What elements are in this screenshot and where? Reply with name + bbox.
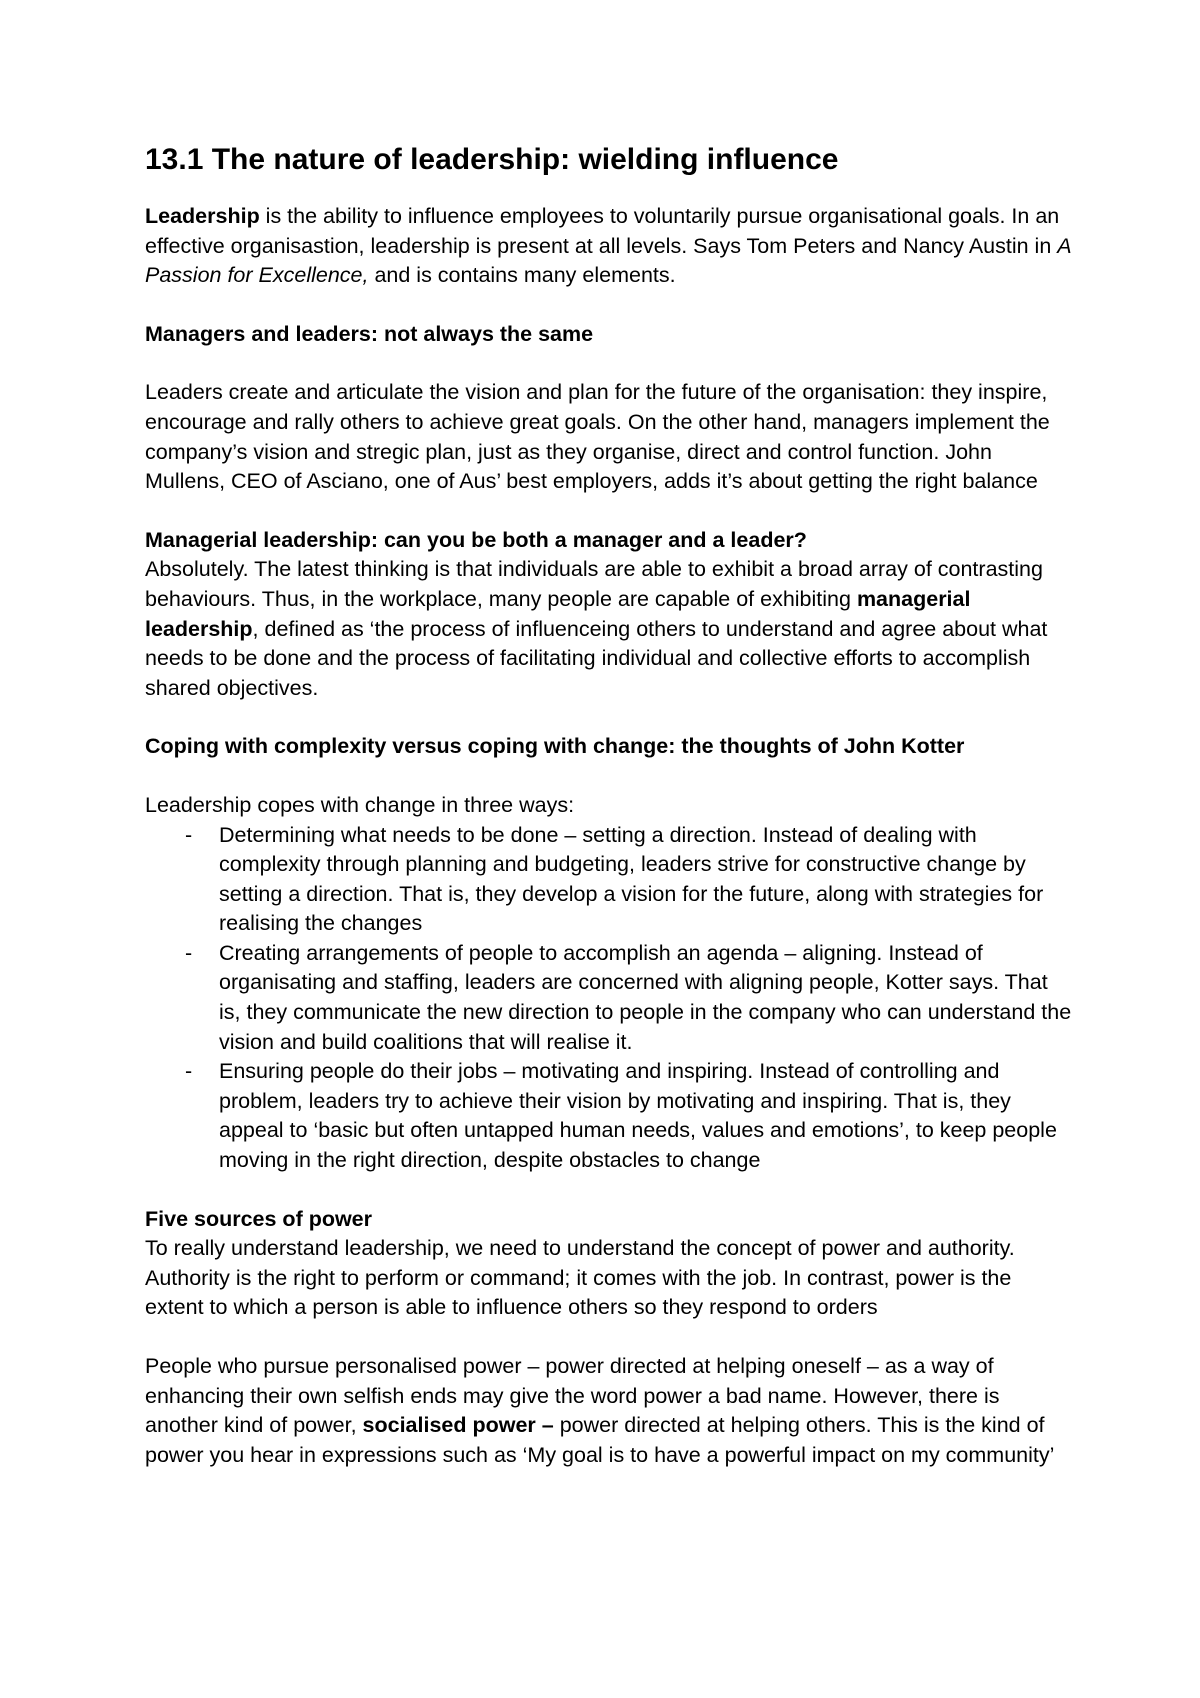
power-paragraph-2 xyxy=(145,1352,1075,1470)
section-heading-managerial-leadership: Managerial leadership: can you be both a manager and a leader? xyxy=(145,527,807,552)
section-heading-power: Five sources of power xyxy=(145,1206,373,1231)
list-item xyxy=(145,939,1075,1057)
socialised-power-term: socialised power – xyxy=(362,1413,554,1438)
managerial-leadership-paragraph xyxy=(145,555,1075,703)
bullet-dash: - xyxy=(185,940,193,965)
bullet-text: Ensuring people do their jobs – motivating and inspiring. Instead of controlling and problem, leaders try to achieve their vision by motivating and inspiring. That is, they appeal to ‘basic but often untapped human needs, values and emotions’, to keep people moving in the right direction, despite obstacles to change xyxy=(219,1059,1057,1173)
bullet-text: Determining what needs to be done – setting a direction. Instead of dealing with complexity through planning and budgeting, leaders strive for constructive change by setting a direction. That is, they develop a vision for the future, along with strategies for realising the changes xyxy=(219,822,1044,936)
intro-text-2: and is contains many elements. xyxy=(368,263,676,288)
power-text-1: People who pursue personalised power – power directed at helping oneself – as a way of enhancing their own selfish ends may give the word power a bad name. However, there is another kind of power, xyxy=(145,1354,1000,1438)
book-title: A Passion for Excellence, xyxy=(145,233,1071,288)
page-title: 13.1 The nature of leadership: wielding influence xyxy=(145,143,839,176)
bullet-dash: - xyxy=(185,822,193,847)
section-heading-managers-leaders: Managers and leaders: not always the same xyxy=(145,321,594,346)
bullet-text: Creating arrangements of people to accomplish an agenda – aligning. Instead of organisating and staffing, leaders are concerned with aligning people, Kotter says. That is, they communicate the new direction to people in the company who can understand the vision and build coalitions that will realise it. xyxy=(219,940,1072,1054)
list-item xyxy=(145,821,1075,939)
kotter-bullet-list xyxy=(145,821,1075,1176)
managers-leaders-paragraph: Leaders create and articulate the vision and plan for the future of the organisation: they inspire, encourage and rally others to achieve great goals. On the other hand, managers implement the company’s vision and stregic plan, just as they organise, direct and control function. John Mullens, CEO of Asciano, one of Aus’ best employers, adds it’s about getting the right balance xyxy=(145,380,1050,494)
section-heading-kotter: Coping with complexity versus coping with change: the thoughts of John Kotter xyxy=(145,734,965,759)
managerial-leadership-term: managerial leadership xyxy=(145,586,971,641)
power-paragraph-1: To really understand leadership, we need to understand the concept of power and authority. Authority is the right to perform or command; it comes with the job. In contrast, power is the extent to which a person is able to influence others so they respond to orders xyxy=(145,1236,1015,1320)
list-item xyxy=(145,1057,1075,1175)
power-text-2: power directed at helping others. This is the kind of power you hear in expressions such as ‘My goal is to have a powerful impact on my community’ xyxy=(145,1413,1055,1467)
managerial-text-1: Absolutely. The latest thinking is that individuals are able to exhibit a broad array of contrasting behaviours. Thus, in the workplace, many people are capable of exhibiting xyxy=(145,557,1043,611)
bullet-dash: - xyxy=(185,1059,193,1084)
kotter-lead-text: Leadership copes with change in three ways: xyxy=(145,792,575,817)
managerial-text-2: , defined as ‘the process of influenceing others to understand and agree about what needs to be done and the process of facilitating individual and collective efforts to accomplish shared objectives. xyxy=(145,616,1048,700)
document-page xyxy=(145,140,1075,1470)
intro-paragraph xyxy=(145,202,1075,291)
intro-text-1: is the ability to influence employees to voluntarily pursue organisational goals. In an effective organisastion, leadership is present at all levels. Says Tom Peters and Nancy Austin in xyxy=(145,204,1060,258)
leadership-term: Leadership xyxy=(145,204,260,228)
